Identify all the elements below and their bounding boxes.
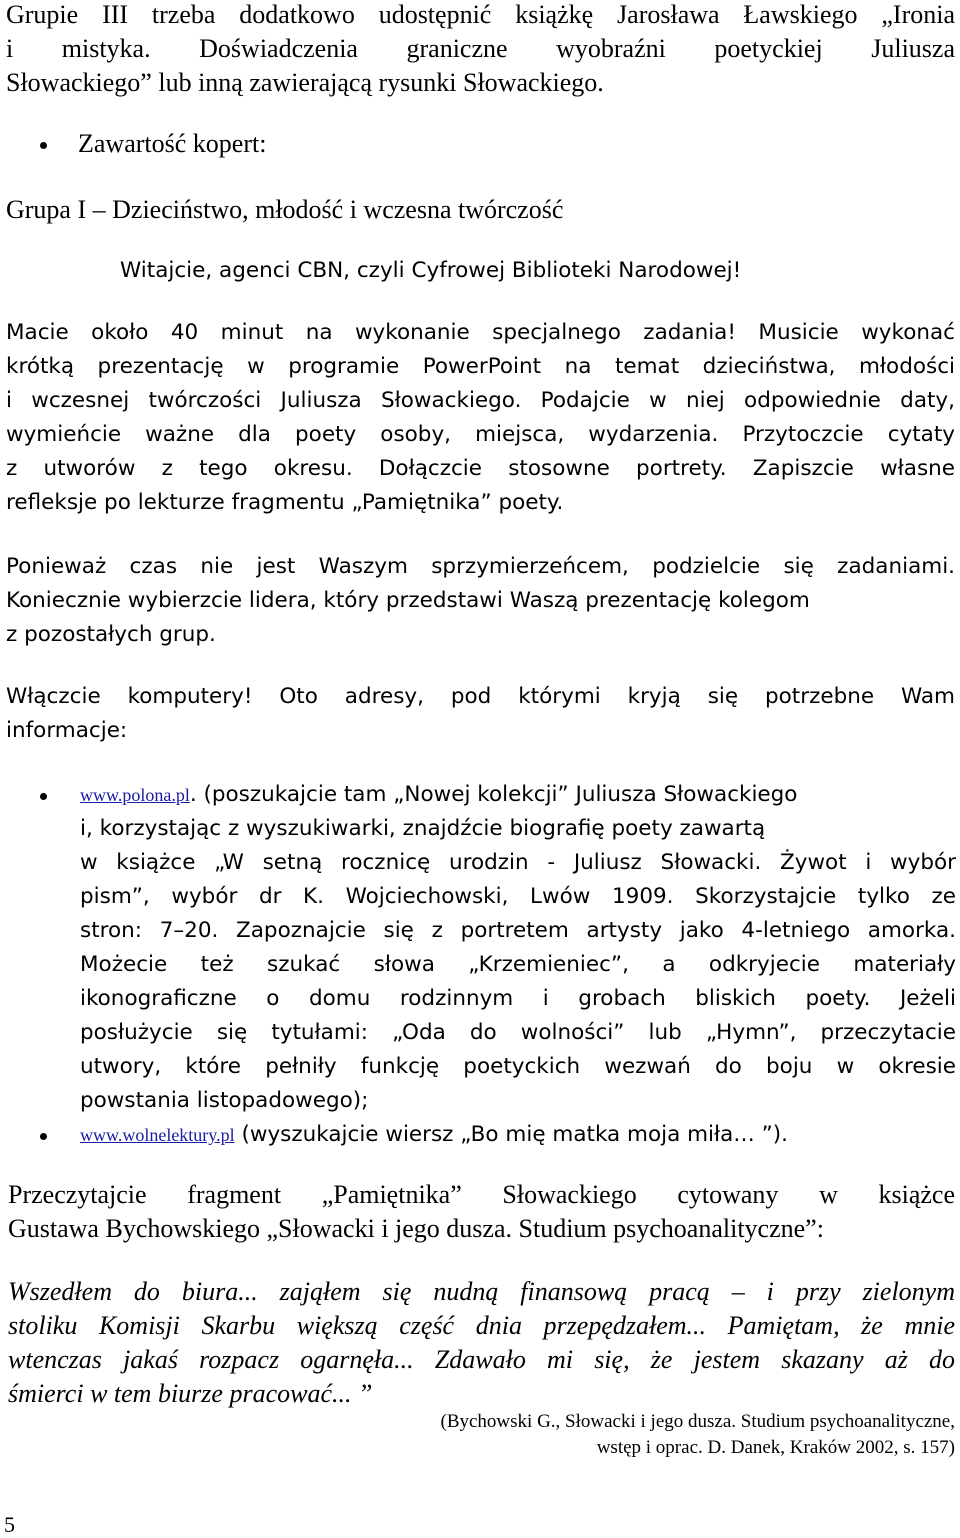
time-line: z pozostałych grup. [6, 622, 216, 647]
computers-line: Włączcie komputery! Oto adresy, pod którymi kryją się potrzebne Wam [6, 684, 955, 709]
intro-line: i mistyka. Doświadczenia graniczne wyobraźni poetyckiej Juliusza [6, 34, 955, 63]
quote-line: wtenczas jakaś rozpacz ogarnęła... Zdawało mi się, że jestem skazany aż do [8, 1345, 955, 1374]
page-number: 5 [4, 1512, 15, 1537]
link-item-line: w książce „W setną rocznicę urodzin - Juliusz Słowacki. Żywot i wybór [80, 850, 956, 875]
group-title: Grupa I – Dzieciństwo, młodość i wczesna twórczość [6, 195, 564, 224]
welcome-line: Witajcie, agenci CBN, czyli Cyfrowej Biblioteki Narodowej! [120, 258, 742, 283]
intro-line: Słowackiego” lub inną zawierającą rysunki Słowackiego. [6, 68, 604, 97]
envelope-contents-heading: Zawartość kopert: [78, 129, 267, 158]
read-line: Gustawa Bychowskiego „Słowacki i jego dusza. Studium psychoanalityczne”: [8, 1214, 824, 1243]
task-line: krótką prezentację w programie PowerPoint na temat dzieciństwa, młodości [6, 354, 955, 379]
task-line: Macie około 40 minut na wykonanie specjalnego zadania! Musicie wykonać [6, 320, 955, 345]
bullet-icon [40, 1133, 47, 1140]
quote-line: stoliku Komisji Skarbu większą część dnia przepędzałem... Pamiętam, że mnie [8, 1311, 955, 1340]
polona-link[interactable]: www.polona.pl [80, 785, 190, 805]
computers-line: informacje: [6, 718, 128, 743]
link-item-line: utwory, które pełniły funkcję poetyckich wezwań do boju w okresie [80, 1054, 956, 1079]
task-line: i wczesnej twórczości Juliusza Słowackiego. Podajcie w niej odpowiednie daty, [6, 388, 955, 413]
quote-line: Wszedłem do biura... zająłem się nudną finansową pracą – i przy zielonym [8, 1277, 955, 1306]
link-item-line: ikonograficzne o domu rodzinnym i grobach bliskich poety. Jeżeli [80, 986, 956, 1011]
link-item-line: Możecie też szukać słowa „Krzemieniec”, a odkryjecie materiały [80, 952, 956, 977]
bullet-icon [40, 793, 47, 800]
link-item-wolnelektury [80, 1118, 960, 1154]
read-line: Przeczytajcie fragment „Pamiętnika” Słowackiego cytowany w książce [8, 1180, 955, 1209]
link-item-line: i, korzystając z wyszukiwarki, znajdźcie biografię poety zawartą [80, 816, 766, 841]
citation-line: (Bychowski G., Słowacki i jego dusza. Studium psychoanalityczne, [440, 1411, 955, 1432]
wolnelektury-link[interactable]: www.wolnelektury.pl [80, 1125, 235, 1145]
link-item-line: powstania listopadowego); [80, 1088, 369, 1113]
link-item-line: posłużycie się tytułami: „Oda do wolności” lub „Hymn”, przeczytacie [80, 1020, 956, 1045]
task-line: wymieńcie ważne dla poety osoby, miejsca, wydarzenia. Przytoczcie cytaty [6, 422, 955, 447]
bullet-icon [40, 142, 47, 149]
link-item-line: pism”, wybór dr K. Wojciechowski, Lwów 1909. Skorzystajcie tylko ze [80, 884, 956, 909]
link-item-line: stron: 7–20. Zapoznajcie się z portretem artysty jako 4-letniego amorka. [80, 918, 956, 943]
intro-line: Grupie III trzeba dodatkowo udostępnić książkę Jarosława Ławskiego „Ironia [6, 0, 955, 29]
time-line: Ponieważ czas nie jest Waszym sprzymierzeńcem, podzielcie się zadaniami. [6, 554, 955, 579]
quote-line: śmierci w tem biurze pracować... ” [8, 1379, 373, 1408]
link-item-text: . (poszukajcie tam „Nowej kolekcji” Juliusza Słowackiego [189, 782, 798, 807]
link-item-first-line [80, 778, 960, 814]
task-line: z utworów z tego okresu. Dołączcie stosowne portrety. Zapiszcie własne [6, 456, 955, 481]
time-line: Koniecznie wybierzcie lidera, który przedstawi Waszą prezentację kolegom [6, 588, 810, 613]
task-line: refleksje po lekturze fragmentu „Pamiętnika” poety. [6, 490, 564, 515]
link-item-text: (wyszukajcie wiersz „Bo mię matka moja miła… ”). [234, 1122, 789, 1147]
citation-line: wstęp i oprac. D. Danek, Kraków 2002, s. 157) [596, 1437, 955, 1458]
